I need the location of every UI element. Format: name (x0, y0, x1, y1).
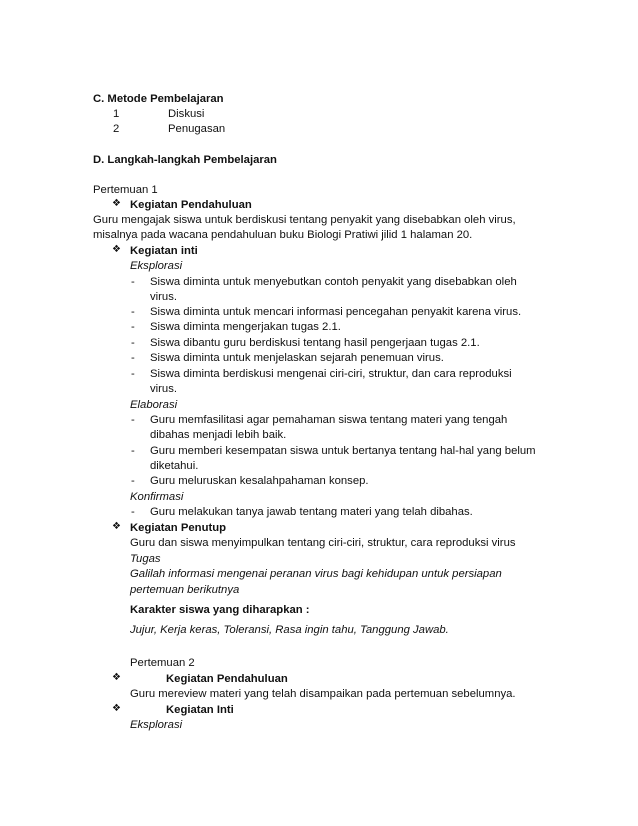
sub-label-elaborasi: Elaborasi (130, 399, 178, 411)
activity-heading-inti: Kegiatan Inti (166, 704, 234, 716)
metode-number: 2 (113, 123, 120, 135)
list-item-continuation: diketahui. (150, 460, 199, 472)
activity-heading-pendahuluan: Kegiatan Pendahuluan (166, 673, 288, 685)
dash-bullet: - (131, 321, 135, 333)
sub-label-eksplorasi: Eksplorasi (130, 719, 183, 731)
diamond-bullet-icon: ❖ (112, 244, 121, 255)
list-item: Guru meluruskan kesalahpahaman konsep. (150, 475, 369, 487)
activity-heading-pendahuluan: Kegiatan Pendahuluan (130, 199, 252, 211)
meeting-title: Pertemuan 1 (93, 184, 158, 196)
sub-label-eksplorasi: Eksplorasi (130, 260, 183, 272)
dash-bullet: - (131, 276, 135, 288)
dash-bullet: - (131, 352, 135, 364)
list-item: Siswa diminta berdiskusi mengenai ciri-ciri, struktur, dan cara reproduksi (150, 368, 512, 380)
list-item: Siswa diminta mengerjakan tugas 2.1. (150, 321, 341, 333)
list-item: Siswa dibantu guru berdiskusi tentang hasil pengerjaan tugas 2.1. (150, 337, 480, 349)
metode-label: Penugasan (168, 123, 226, 135)
meeting-title: Pertemuan 2 (130, 657, 195, 669)
list-item-continuation: virus. (150, 291, 177, 303)
paragraph-line: Guru mereview materi yang telah disampaikan pada pertemuan sebelumnya. (130, 688, 516, 700)
paragraph-line: Galilah informasi mengenai peranan virus bagi kehidupan untuk persiapan (130, 568, 502, 580)
list-item: Siswa diminta untuk menjelaskan sejarah penemuan virus. (150, 352, 444, 364)
paragraph-line: pertemuan berikutnya (130, 584, 240, 596)
metode-label: Diskusi (168, 108, 205, 120)
dash-bullet: - (131, 414, 135, 426)
dash-bullet: - (131, 306, 135, 318)
sub-label-konfirmasi: Konfirmasi (130, 491, 184, 503)
activity-heading-inti: Kegiatan inti (130, 245, 198, 257)
section-heading-langkah: D. Langkah-langkah Pembelajaran (93, 154, 277, 166)
list-item: Guru memfasilitasi agar pemahaman siswa tentang materi yang tengah (150, 414, 508, 426)
paragraph-line: Guru mengajak siswa untuk berdiskusi tentang penyakit yang disebabkan oleh virus, (93, 214, 516, 226)
karakter-heading: Karakter siswa yang diharapkan : (130, 604, 310, 616)
list-item: Guru melakukan tanya jawab tentang materi yang telah dibahas. (150, 506, 473, 518)
diamond-bullet-icon: ❖ (112, 703, 121, 714)
list-item-continuation: dibahas menjadi lebih baik. (150, 429, 287, 441)
dash-bullet: - (131, 506, 135, 518)
diamond-bullet-icon: ❖ (112, 521, 121, 532)
diamond-bullet-icon: ❖ (112, 198, 121, 209)
diamond-bullet-icon: ❖ (112, 672, 121, 683)
section-heading-metode: C. Metode Pembelajaran (93, 93, 224, 105)
karakter-values: Jujur, Kerja keras, Toleransi, Rasa ingin tahu, Tanggung Jawab. (130, 624, 449, 636)
list-item-continuation: virus. (150, 383, 177, 395)
activity-heading-penutup: Kegiatan Penutup (130, 522, 227, 534)
dash-bullet: - (131, 368, 135, 380)
list-item: Siswa diminta untuk menyebutkan contoh penyakit yang disebabkan oleh (150, 276, 517, 288)
list-item: Siswa diminta untuk mencari informasi pencegahan penyakit karena virus. (150, 306, 522, 318)
sub-label-tugas: Tugas (130, 553, 161, 565)
dash-bullet: - (131, 337, 135, 349)
dash-bullet: - (131, 445, 135, 457)
paragraph-line: Guru dan siswa menyimpulkan tentang ciri-ciri, struktur, cara reproduksi virus (130, 537, 516, 549)
dash-bullet: - (131, 475, 135, 487)
list-item: Guru memberi kesempatan siswa untuk bertanya tentang hal-hal yang belum (150, 445, 536, 457)
metode-number: 1 (113, 108, 120, 120)
paragraph-line: misalnya pada wacana pendahuluan buku Biologi Pratiwi jilid 1 halaman 20. (93, 229, 473, 241)
